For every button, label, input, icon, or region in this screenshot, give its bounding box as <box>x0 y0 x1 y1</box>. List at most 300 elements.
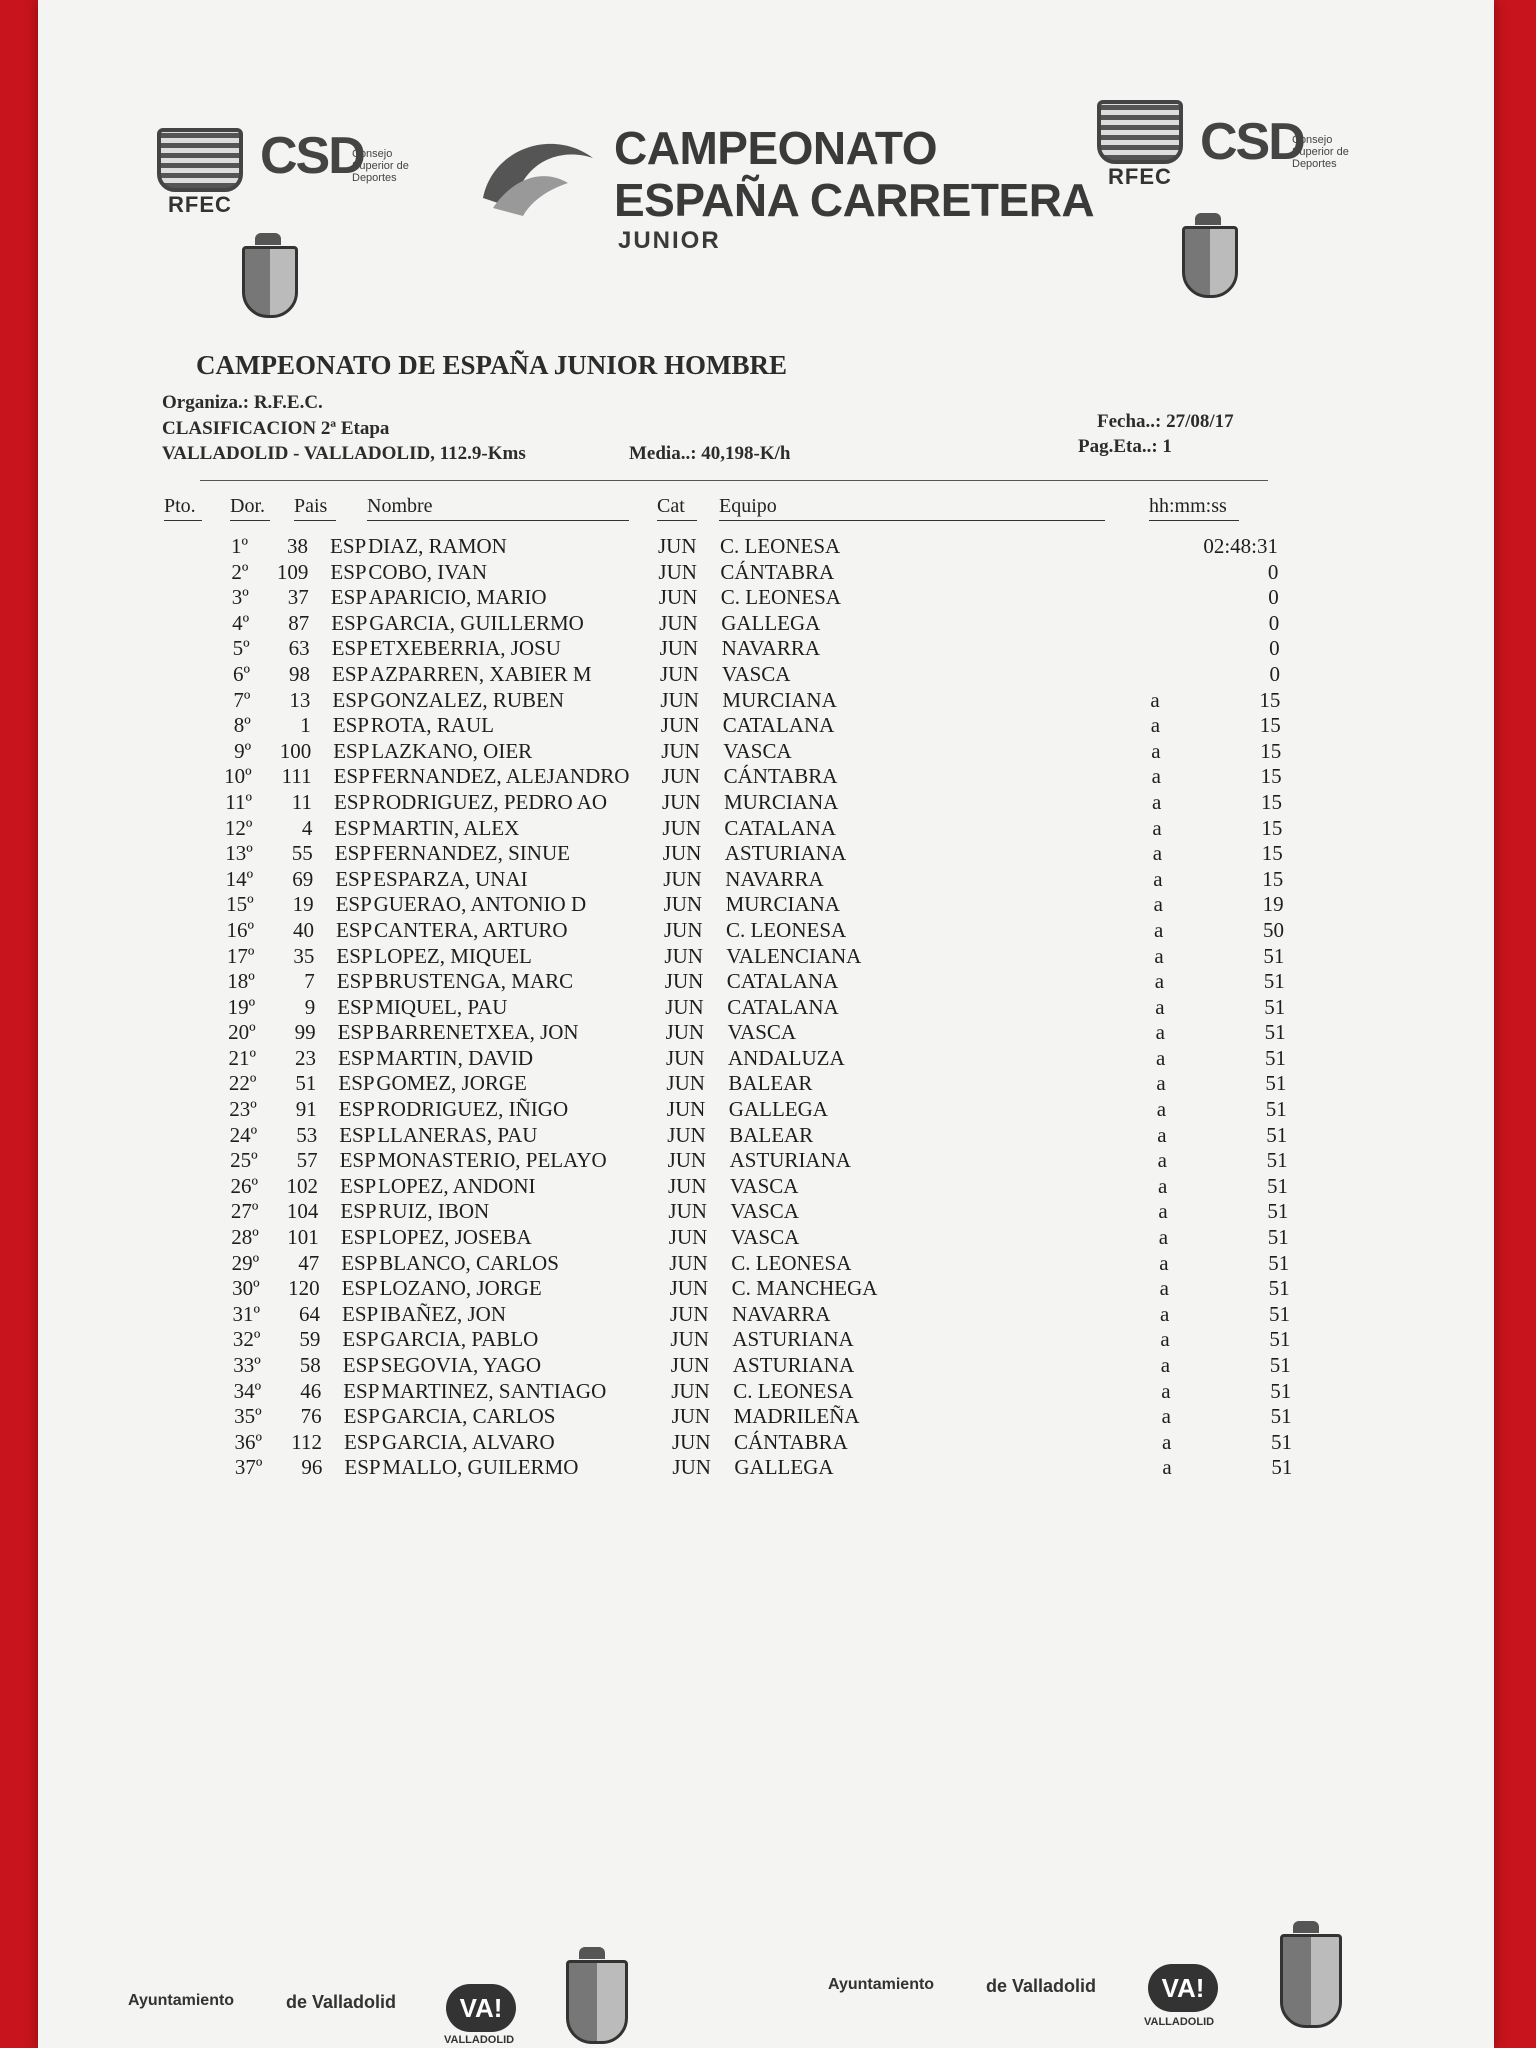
cell-category: JUN <box>660 713 700 738</box>
cell-position: 31º <box>232 1301 260 1326</box>
cell-time: 51 <box>1265 1097 1287 1122</box>
cell-category: JUN <box>666 1045 705 1070</box>
cell-country: ESP <box>335 866 372 891</box>
cell-team: ASTURIANA <box>732 1327 854 1352</box>
cell-category: JUN <box>666 1097 706 1122</box>
cell-bib: 69 <box>292 866 314 891</box>
cell-category: JUN <box>662 815 701 840</box>
cell-team: ANDALUZA <box>728 1045 845 1070</box>
cell-position: 8º <box>233 713 251 738</box>
cell-gap-marker: a <box>1160 1327 1170 1352</box>
organizer-label: Organiza.: R.F.E.C. <box>162 392 323 413</box>
cell-team: BALEAR <box>728 1071 813 1096</box>
cell-country: ESP <box>344 1455 381 1480</box>
cell-name: ROTA, RAUL <box>370 713 494 738</box>
cell-gap-marker: a <box>1160 1301 1170 1326</box>
cell-category: JUN <box>660 687 699 712</box>
cell-time: 51 <box>1265 1045 1286 1070</box>
cell-name: FERNANDEZ, ALEJANDRO <box>371 764 630 789</box>
cell-position: 7º <box>233 687 251 712</box>
cell-team: VALENCIANA <box>726 943 862 968</box>
csd-logo-text: CSD <box>260 127 364 185</box>
cell-time: 51 <box>1263 969 1285 994</box>
cell-gap-marker: a <box>1153 866 1163 891</box>
cell-name: LAZKANO, OIER <box>371 738 533 763</box>
cell-position: 1º <box>230 534 248 558</box>
document-page <box>38 0 1494 2048</box>
cell-country: ESP <box>343 1378 380 1403</box>
cell-time: 0 <box>1267 559 1279 584</box>
cell-name: ESPARZA, UNAI <box>373 866 528 891</box>
cell-country: ESP <box>334 789 371 814</box>
cell-gap-marker: a <box>1150 687 1160 712</box>
results-table <box>38 534 1494 1481</box>
cell-time: 15 <box>1259 713 1281 738</box>
cell-category: JUN <box>661 738 700 763</box>
cell-name: MALLO, GUILERMO <box>382 1455 579 1480</box>
cell-country: ESP <box>333 764 370 789</box>
cell-category: JUN <box>670 1327 709 1352</box>
cell-name: MONASTERIO, PELAYO <box>377 1148 607 1173</box>
cell-bib: 58 <box>299 1353 321 1377</box>
cell-name: GONZALEZ, RUBEN <box>370 687 565 712</box>
cell-time: 51 <box>1264 994 1286 1019</box>
cell-position: 14º <box>225 866 254 891</box>
cell-team: BALEAR <box>729 1122 814 1147</box>
cell-category: JUN <box>667 1122 706 1147</box>
cell-gap-marker: a <box>1154 969 1165 994</box>
cell-country: ESP <box>333 738 370 763</box>
cell-team: NAVARRA <box>721 636 821 661</box>
cell-category: JUN <box>662 789 701 814</box>
cell-time: 51 <box>1269 1301 1290 1326</box>
page-stage-label: Pag.Eta..: 1 <box>1078 436 1172 457</box>
cell-bib: 100 <box>279 738 312 763</box>
cell-category: JUN <box>660 661 699 686</box>
cell-team: GALLEGA <box>721 610 821 635</box>
cell-country: ESP <box>336 969 373 994</box>
cell-country: ESP <box>331 610 368 635</box>
cell-time: 0 <box>1268 585 1279 610</box>
cell-time: 51 <box>1267 1199 1289 1224</box>
cell-bib: 101 <box>287 1225 319 1250</box>
table-row <box>41 739 1497 765</box>
cell-team: VASCA <box>730 1225 800 1250</box>
cell-country: ESP <box>338 1071 375 1096</box>
cell-bib: 99 <box>294 1020 316 1045</box>
cell-time: 0 <box>1268 610 1280 635</box>
cell-category: JUN <box>663 866 702 891</box>
cell-category: JUN <box>662 841 702 866</box>
table-row <box>40 688 1496 714</box>
event-title-line1: CAMPEONATO <box>614 122 937 174</box>
table-row <box>45 969 1501 995</box>
cell-team: VASCA <box>723 738 792 763</box>
table-row <box>45 995 1501 1021</box>
cell-bib: 1 <box>300 713 311 738</box>
cell-position: 24º <box>229 1122 258 1147</box>
cell-category: JUN <box>672 1455 711 1480</box>
cell-gap-marker: a <box>1157 1148 1167 1173</box>
cell-team: C. LEONESA <box>731 1250 852 1275</box>
cell-gap-marker: a <box>1152 841 1163 866</box>
va-valladolid-label: VALLADOLID <box>444 2034 515 2046</box>
cell-country: ESP <box>337 994 374 1019</box>
cell-position: 22º <box>228 1071 257 1096</box>
cell-gap-marker: a <box>1155 994 1165 1019</box>
cell-gap-marker: a <box>1162 1455 1172 1480</box>
cell-gap-marker: a <box>1158 1225 1169 1250</box>
cell-position: 29º <box>231 1250 260 1275</box>
cell-category: JUN <box>661 764 701 789</box>
cell-time: 51 <box>1264 1020 1286 1045</box>
cell-time: 51 <box>1268 1250 1290 1275</box>
valladolid-label: de Valladolid <box>286 1992 397 2012</box>
page-title: CAMPEONATO DE ESPAÑA JUNIOR HOMBRE <box>196 350 788 380</box>
cell-position: 6º <box>232 661 250 686</box>
cell-team: C. LEONESA <box>720 585 841 610</box>
cell-position: 32º <box>232 1327 261 1352</box>
cell-position: 16º <box>226 917 254 942</box>
cell-gap-marker: a <box>1158 1173 1168 1198</box>
column-header-pais: Pais <box>294 495 336 521</box>
column-header-nombre: Nombre <box>367 495 629 521</box>
cell-category: JUN <box>658 585 698 610</box>
coat-of-arms-icon <box>1280 1934 1342 2028</box>
cell-name: CANTERA, ARTURO <box>374 917 568 942</box>
cell-position: 15º <box>226 892 254 917</box>
cell-position: 21º <box>228 1045 256 1070</box>
cell-category: JUN <box>668 1225 708 1250</box>
cell-bib: 64 <box>299 1301 320 1326</box>
cell-category: JUN <box>670 1301 709 1326</box>
cell-category: JUN <box>658 534 697 558</box>
cell-time: 15 <box>1260 764 1282 789</box>
cell-name: MARTINEZ, SANTIAGO <box>381 1378 607 1403</box>
cell-team: MURCIANA <box>722 687 837 712</box>
table-row <box>39 585 1495 611</box>
cell-country: ESP <box>342 1327 379 1352</box>
table-row <box>41 713 1497 739</box>
sponsor-footer <box>38 1920 1494 2048</box>
cell-name: APARICIO, MARIO <box>368 585 547 610</box>
cell-team: CATALANA <box>726 969 839 994</box>
date-label: Fecha..: 27/08/17 <box>1097 411 1234 432</box>
cell-country: ESP <box>339 1122 376 1147</box>
cell-time: 51 <box>1267 1225 1289 1250</box>
cell-bib: 37 <box>287 585 309 610</box>
cell-time: 51 <box>1271 1455 1293 1480</box>
cell-bib: 11 <box>291 789 312 814</box>
column-header-pto: Pto. <box>164 495 202 521</box>
cell-name: BARRENETXEA, JON <box>375 1020 579 1045</box>
cell-name: MARTIN, ALEX <box>372 815 520 840</box>
table-row <box>44 944 1500 970</box>
column-header-time: hh:mm:ss <box>1149 495 1239 521</box>
route-label: VALLADOLID - VALLADOLID, 112.9-Kms <box>162 443 526 464</box>
cell-bib: 98 <box>289 661 310 686</box>
cell-gap-marker: a <box>1159 1276 1169 1301</box>
cell-bib: 9 <box>304 994 316 1019</box>
cell-gap-marker: a <box>1151 738 1161 763</box>
column-header-equipo: Equipo <box>719 495 1105 521</box>
cell-name: LOPEZ, JOSEBA <box>378 1225 532 1250</box>
table-row <box>38 560 1494 586</box>
cell-country: ESP <box>337 1020 374 1045</box>
cell-name: LOPEZ, MIQUEL <box>374 943 532 968</box>
cell-bib: 109 <box>276 559 309 584</box>
event-title-line3: JUNIOR <box>618 227 721 254</box>
coat-of-arms-icon <box>1182 226 1238 298</box>
cell-country: ESP <box>338 1045 375 1070</box>
cell-gap-marker: a <box>1151 764 1161 789</box>
cell-name: COBO, IVAN <box>368 559 488 584</box>
cell-country: ESP <box>336 943 373 968</box>
table-row <box>49 1251 1505 1277</box>
cell-time: 50 <box>1263 917 1284 942</box>
cell-gap-marker: a <box>1154 943 1164 968</box>
cell-country: ESP <box>332 661 369 686</box>
table-row <box>38 534 1494 560</box>
cell-team: C. LEONESA <box>720 534 841 558</box>
rfec-logo <box>156 128 244 218</box>
cell-category: JUN <box>669 1250 708 1275</box>
cell-country: ESP <box>342 1353 379 1377</box>
cell-category: JUN <box>665 1020 705 1045</box>
csd-logo-subtext: Consejo Superior de Deportes <box>352 148 409 184</box>
cell-name: IBAÑEZ, JON <box>380 1301 506 1326</box>
cell-position: 28º <box>231 1225 259 1250</box>
cell-category: JUN <box>670 1353 710 1377</box>
table-row <box>39 611 1495 637</box>
cell-position: 20º <box>228 1020 256 1045</box>
cell-name: BLANCO, CARLOS <box>379 1250 559 1275</box>
cell-country: ESP <box>342 1301 379 1326</box>
cell-position: 3º <box>231 585 249 610</box>
cell-position: 17º <box>226 943 255 968</box>
table-row <box>51 1379 1507 1405</box>
cell-team: MADRILEÑA <box>733 1404 860 1429</box>
va-valladolid-logo: VA! <box>1148 1964 1218 2012</box>
cell-time: 15 <box>1259 687 1281 712</box>
cell-position: 25º <box>230 1148 258 1173</box>
cell-team: CÁNTABRA <box>720 559 835 584</box>
cell-name: GARCIA, GUILLERMO <box>369 610 584 635</box>
cell-name: LOPEZ, ANDONI <box>378 1173 536 1198</box>
csd-logo-subtext: Consejo Superior de Deportes <box>1292 134 1349 170</box>
cell-time: 51 <box>1266 1148 1288 1173</box>
cell-name: MARTIN, DAVID <box>376 1045 534 1070</box>
cell-category: JUN <box>669 1276 709 1301</box>
cell-position: 2º <box>231 559 249 584</box>
cell-gap-marker: a <box>1162 1429 1172 1454</box>
rfec-crest-icon <box>157 128 243 192</box>
cell-team: CÁNTABRA <box>734 1429 848 1454</box>
va-valladolid-logo: VA! <box>446 1984 516 2032</box>
cell-category: JUN <box>664 917 703 942</box>
ayuntamiento-label: Ayuntamiento <box>828 1976 935 1993</box>
cell-bib: 120 <box>288 1276 320 1301</box>
csd-logo <box>260 126 409 186</box>
rfec-crest-icon <box>1097 100 1183 164</box>
table-row <box>42 790 1498 816</box>
cell-name: GARCIA, CARLOS <box>381 1404 556 1429</box>
cell-team: GALLEGA <box>734 1455 834 1480</box>
cell-position: 33º <box>233 1353 261 1377</box>
cell-name: LLANERAS, PAU <box>377 1122 538 1147</box>
cell-time: 51 <box>1263 943 1285 968</box>
cell-gap-marker: a <box>1150 713 1161 738</box>
cell-gap-marker: a <box>1153 892 1163 917</box>
cell-team: ASTURIANA <box>724 841 847 866</box>
cell-bib: 63 <box>288 636 310 661</box>
table-row <box>48 1174 1504 1200</box>
table-row <box>40 662 1496 688</box>
table-row <box>48 1199 1504 1225</box>
cell-position: 11º <box>225 789 252 814</box>
cell-name: SEGOVIA, YAGO <box>380 1353 542 1377</box>
table-row <box>50 1302 1506 1328</box>
cell-gap-marker: a <box>1159 1250 1169 1275</box>
cell-name: GARCIA, PABLO <box>380 1327 539 1352</box>
cell-country: ESP <box>330 559 367 584</box>
cell-time: 51 <box>1269 1327 1291 1352</box>
cell-country: ESP <box>339 1148 376 1173</box>
cell-team: NAVARRA <box>725 866 824 891</box>
cell-time: 51 <box>1265 1071 1287 1096</box>
cell-country: ESP <box>340 1173 377 1198</box>
cell-country: ESP <box>340 1199 377 1224</box>
cell-team: VASCA <box>727 1020 797 1045</box>
cell-position: 18º <box>227 969 255 994</box>
rfec-logo-text: RFEC <box>1108 164 1172 189</box>
cell-bib: 111 <box>281 764 312 789</box>
cell-name: AZPARREN, XABIER M <box>370 661 592 686</box>
cell-team: C. LEONESA <box>733 1378 854 1403</box>
cell-time: 51 <box>1271 1429 1292 1454</box>
cell-bib: 35 <box>293 943 315 968</box>
cell-team: CÁNTABRA <box>723 764 838 789</box>
cell-position: 4º <box>232 610 250 635</box>
column-header-cat: Cat <box>657 495 697 521</box>
cell-category: JUN <box>666 1071 705 1096</box>
ayuntamiento-label: Ayuntamiento <box>128 1992 235 2009</box>
cell-name: GARCIA, ALVARO <box>382 1429 555 1454</box>
cell-country: ESP <box>338 1097 375 1122</box>
cell-team: VASCA <box>722 661 791 686</box>
table-row <box>43 867 1499 893</box>
va-valladolid-label: VALLADOLID <box>1144 2016 1215 2028</box>
cell-position: 36º <box>234 1429 262 1454</box>
cell-time: 51 <box>1270 1378 1292 1403</box>
cell-gap-marker: a <box>1157 1122 1167 1147</box>
cell-bib: 51 <box>295 1071 317 1096</box>
cell-category: JUN <box>671 1404 711 1429</box>
cell-name: GOMEZ, JORGE <box>376 1071 527 1096</box>
cell-name: ETXEBERRIA, JOSU <box>369 636 561 661</box>
table-row <box>44 918 1500 944</box>
cell-country: ESP <box>334 815 371 840</box>
cell-name: LOZANO, JORGE <box>379 1276 542 1301</box>
cell-bib: 104 <box>286 1199 319 1224</box>
table-row <box>43 841 1499 867</box>
table-row <box>52 1404 1508 1430</box>
cell-team: C. LEONESA <box>726 917 847 942</box>
cell-name: BRUSTENGA, MARC <box>374 969 574 994</box>
cell-country: ESP <box>334 841 371 866</box>
cell-time: 51 <box>1266 1122 1288 1147</box>
cell-country: ESP <box>335 892 372 917</box>
cell-time: 19 <box>1262 892 1284 917</box>
cell-category: JUN <box>671 1378 710 1403</box>
cell-gap-marker: a <box>1156 1045 1166 1070</box>
cell-time: 15 <box>1261 789 1282 814</box>
cell-country: ESP <box>332 713 369 738</box>
rfec-logo-right <box>1096 100 1184 190</box>
cell-team: ASTURIANA <box>732 1353 855 1377</box>
cell-category: JUN <box>668 1173 707 1198</box>
cell-time: 15 <box>1261 815 1283 840</box>
table-row <box>50 1327 1506 1353</box>
cell-category: JUN <box>665 994 704 1019</box>
cell-team: MURCIANA <box>724 789 839 814</box>
cell-bib: 57 <box>296 1148 318 1173</box>
classification-label: CLASIFICACION 2ª Etapa <box>162 418 390 439</box>
cell-name: DIAZ, RAMON <box>368 534 507 558</box>
cell-time: 15 <box>1262 866 1284 891</box>
cell-country: ESP <box>340 1225 377 1250</box>
cell-bib: 23 <box>295 1045 316 1070</box>
cell-category: JUN <box>664 969 704 994</box>
cell-bib: 112 <box>291 1429 322 1454</box>
cell-time: 51 <box>1269 1353 1291 1377</box>
cell-time: 02:48:31 <box>1203 534 1278 558</box>
cell-team: VASCA <box>730 1173 799 1198</box>
cell-bib: 96 <box>301 1455 323 1480</box>
table-row <box>52 1430 1508 1456</box>
cell-bib: 87 <box>288 610 310 635</box>
cell-gap-marker: a <box>1161 1404 1171 1429</box>
cell-bib: 46 <box>300 1378 322 1403</box>
cell-position: 5º <box>232 636 250 661</box>
table-row <box>47 1123 1503 1149</box>
header-divider <box>200 480 1268 481</box>
cell-team: CATALANA <box>722 713 835 738</box>
cell-country: ESP <box>330 585 367 610</box>
cell-team: ASTURIANA <box>729 1148 851 1173</box>
event-swoosh-icon <box>473 128 601 218</box>
cell-bib: 47 <box>298 1250 320 1275</box>
cell-bib: 19 <box>292 892 314 917</box>
cell-category: JUN <box>664 943 703 968</box>
cell-bib: 7 <box>304 969 315 994</box>
cell-country: ESP <box>343 1404 380 1429</box>
cell-position: 37º <box>234 1455 263 1480</box>
cell-team: VASCA <box>730 1199 799 1224</box>
cell-position: 35º <box>234 1404 262 1429</box>
cell-team: CATALANA <box>727 994 839 1019</box>
cell-country: ESP <box>344 1429 381 1454</box>
cell-category: JUN <box>667 1148 707 1173</box>
cell-country: ESP <box>332 687 369 712</box>
cell-position: 19º <box>227 994 256 1019</box>
valladolid-label: de Valladolid <box>986 1976 1097 1996</box>
cell-gap-marker: a <box>1152 789 1162 814</box>
cell-name: GUERAO, ANTONIO D <box>373 892 587 917</box>
cell-category: JUN <box>672 1429 711 1454</box>
cell-position: 13º <box>225 841 253 866</box>
table-row <box>40 636 1496 662</box>
